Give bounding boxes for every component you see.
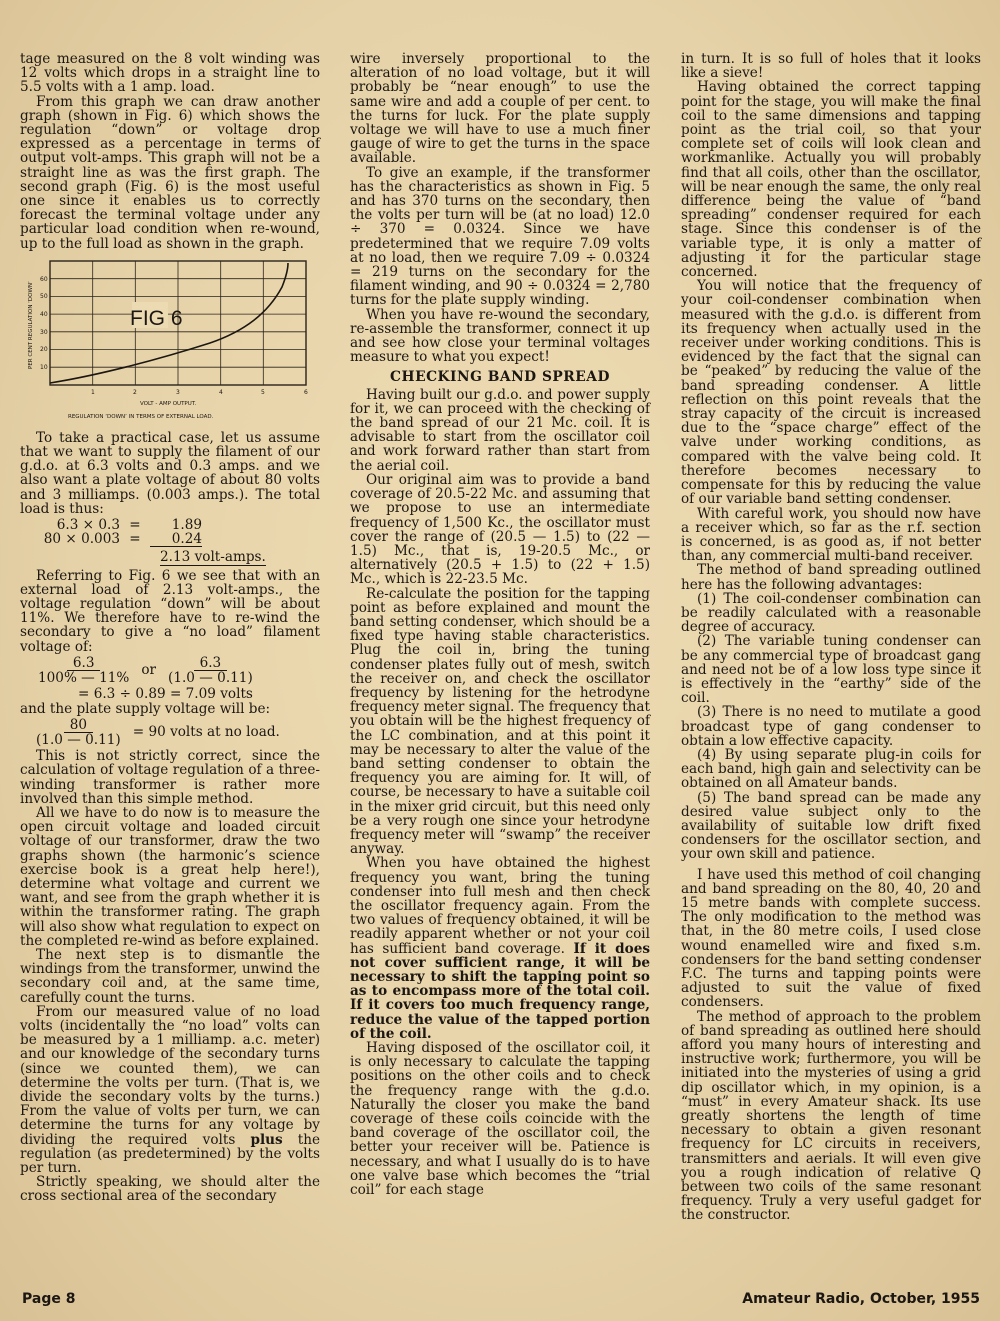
- paragraph: Referring to Fig. 6 we see that with an external load of 2.13 volt-amps., the voltage regulation “down” will be about 11%. We therefore have to re-wind the secondary to give a “no load” filament voltage of:: [20, 567, 320, 655]
- regulation-graph: [20, 257, 320, 425]
- y-axis-label: PER CENT REGULATION ‘DOWN’: [28, 281, 34, 369]
- paragraph: When you have re-wound the secondary, re-assemble the transformer, connect it up and see how close your terminal voltages measure to what you expect!: [350, 306, 650, 366]
- plate-formula: [20, 718, 320, 747]
- advantage-item: (3) There is no need to mutilate a good broadcast type of gang condenser to obtain a low effective capacity.: [681, 704, 981, 749]
- paragraph: When you have obtained the highest frequency you want, bring the tuning condenser into full mesh and then check the oscillator frequency again. From the two values of frequency obtained, it will be readily apparent whether or not your coil has sufficient band coverage. If it does not cover sufficient range, it will be necessary to shift the tapping point so as to encompass more of the total coil. If it covers too much frequency range, reduce the value of the tapped portion of the coil.: [350, 855, 651, 1042]
- calc-total: 2.13 volt-amps.: [160, 549, 266, 566]
- calc-term: 6.3 × 0.3: [56, 517, 120, 534]
- figure-caption: REGULATION ‘DOWN’ IN TERMS OF EXTERNAL LOAD.: [68, 413, 214, 420]
- paragraph: and the plate supply voltage will be:: [20, 700, 271, 717]
- paragraph: The next step is to dismantle the windings from the transformer, unwind the secondary coil and, at the same time, carefully count the turns.: [20, 946, 320, 1006]
- fraction-numerator: 6.3: [67, 656, 101, 671]
- emphasis: plus: [250, 1131, 283, 1148]
- calc-value: 0.24: [150, 532, 202, 547]
- paragraph: All we have to do now is to measure the open circuit voltage and loaded circuit voltage of our transformer, draw the two graphs shown (the harmonic’s science exercise book is a great help here!), determine what voltage and current we want, and see from the graph whether it is within the transformer rating. The graph will also show what regulation to expect on the completed re-wind as before explained.: [20, 804, 320, 949]
- column-1: [20, 52, 320, 1204]
- paragraph: Re-calculate the position for the tapping point as before explained and mount the band setting condenser, which should be a fixed type having stable characteristics. Plug the coil in, bring the tuning condenser plates fully out of mesh, switch the receiver on, and check the oscillator frequency by listening for the hetrodyne frequency meter signal. The frequency that you obtain will be the highest frequency of the LC combination, and at this point it may be necessary to alter the value of the band setting condenser to obtain the frequency you are aiming for. It will, of course, be necessary to have a suitable coil in the mixer grid circuit, but this need only be a very rough one since your hetrodyne frequency meter will “swamp” the receiver anyway.: [350, 585, 650, 858]
- paragraph: Having built our g.d.o. and power supply for it, we can proceed with the checking of the band spread of our 21 Mc. coil. It is advisable to start from the oscillator coil and work forward rather than start from the aerial coil.: [350, 386, 650, 474]
- paragraph: The method of approach to the problem of band spreading as outlined here should afford you many hours of interesting and instructive work; furthermore, you will be initiated into the mysteries of using a grid dip oscillator which, in my opinion, is a “must” in every Amateur shack. Its use greatly shortens the length of time necessary to obtain a given resonant frequency for LC circuits in receivers, transmitters and aerials. It will even give you a rough indication of relative Q between two coils of the same resonant frequency. Truly a very useful gadget for the constructor.: [681, 1008, 981, 1224]
- figure-label: FIG 6: [130, 306, 183, 330]
- paragraph: To give an example, if the transformer has the characteristics as shown in Fig. 5 and has 370 turns on the secondary, then the volts per turn will be (at no load) 12.0 ÷ 370 = 0.0324. Since we have predetermined that we require 7.09 volts at no load, then we require 7.09 ÷ 0.0324 = 219 turns on the secondary for the filament winding, and 90 ÷ 0.0324 = 2,780 turns for the plate supply winding.: [350, 164, 650, 309]
- equals-sign: =: [129, 531, 141, 548]
- page-number: Page 8: [22, 1291, 76, 1307]
- y-tick: 50: [40, 292, 48, 300]
- paragraph: Having disposed of the oscillator coil, it is only necessary to calculate the tapping positions on the other coils and to check the frequency range with the g.d.o. Naturally the closer you make the band coverage of these coils coincide with the band coverage of the oscillator coil, the better your receiver will be. Patience is necessary, and what I usually do is to have one valve base which becomes the “trial coil” for each stage: [350, 1040, 650, 1199]
- calc-value: 1.89: [171, 517, 202, 534]
- paragraph: The method of band spreading outlined here has the following advantages:: [681, 562, 981, 593]
- fraction-denominator: (1.0 — 0.11): [36, 731, 121, 748]
- load-calculation: [20, 518, 320, 565]
- fraction-denominator: (1.0 — 0.11): [168, 670, 253, 687]
- paragraph: From our measured value of no load volts (incidentally the “no load” volts can be measured by a 1 milliamp. a.c. meter) and our knowledge of the secondary turns (since we counted them), we can determine the volts per turn. (That is, we divide the secondary volts by the turns.) From the value of volts per turn, we can determine the turns for any voltage by dividing the required volts plus the regulation (as predetermined) by the volts per turn.: [20, 1003, 321, 1176]
- x-tick: 5: [261, 388, 265, 396]
- or-word: or: [141, 662, 157, 679]
- paragraph: tage measured on the 8 volt winding was 12 volts which drops in a straight line to 5.5 volts with a 1 amp. load.: [20, 51, 320, 96]
- x-tick: 4: [219, 388, 223, 396]
- bold-instruction: If it does not cover sufficient range, it will be necessary to shift the tapping point so as to encompass more of the total coil. If it covers too much frequency range, reduce the value of the tapped portion of the coil.: [350, 940, 651, 1042]
- fraction-numerator: 80: [64, 718, 93, 733]
- y-tick: 40: [40, 310, 48, 318]
- figure-6: [20, 257, 320, 425]
- equals-sign: =: [129, 517, 141, 534]
- paragraph: I have used this method of coil changing and band spreading on the 80, 40, 20 and 15 metre bands with complete success. The only modification to the method was that, in the 80 metre coils, I used close wound enamelled wire and fixed s.m. condensers for the band setting condenser F.C. The turns and tapping points were adjusted to suit the value of fixed condensers.: [681, 866, 981, 1011]
- paragraph: This is not strictly correct, since the calculation of voltage regulation of a three-winding transformer is rather more involved than this simple method.: [20, 748, 320, 807]
- y-tick: 60: [40, 275, 48, 283]
- x-tick: 1: [91, 388, 95, 396]
- y-tick: 10: [40, 363, 48, 371]
- fraction-numerator: 6.3: [194, 656, 228, 671]
- x-axis-label: VOLT - AMP OUTPUT.: [140, 400, 197, 407]
- x-tick: 3: [176, 388, 180, 396]
- formula-result: = 6.3 ÷ 0.89 = 7.09 volts: [78, 686, 253, 703]
- advantage-item: (4) By using separate plug-in coils for each band, high gain and selectivity can be obtained on all Amateur bands.: [681, 746, 981, 792]
- column-3: [681, 52, 981, 1223]
- advantage-item: (5) The band spread can be made any desired value subject only to the availability of suitable low drift fixed condensers for the oscillator section, and your own skill and patience.: [681, 789, 981, 863]
- paragraph: Strictly speaking, we should alter the cross sectional area of the secondary: [20, 1174, 320, 1205]
- advantage-item: (2) The variable tuning condenser can be any commercial type of broadcast gang and need not be of a low loss type since it is effectively in the “earthy” side of the coil.: [681, 633, 981, 707]
- filament-formula: [20, 656, 320, 685]
- paragraph: To take a practical case, let us assume that we want to supply the filament of our g.d.o. at 6.3 volts and 0.3 amps. and we also want a plate voltage of about 80 volts and 3 milliamps. (0.003 amps.). The total load is thus:: [20, 429, 320, 517]
- paragraph: Having obtained the correct tapping point for the stage, you will make the final coil to the same dimensions and tapping point as the trial coil, so that your complete set of coils will look clean and workmanlike. Actually you will probably find that all coils, other than the oscillator, will be near enough the same, the only real difference being the value of “band spreading” condenser required for each stage. Since this condenser is of the variable type, it is only a matter of adjusting it for the particular stage concerned.: [681, 79, 981, 281]
- paragraph: wire inversely proportional to the alteration of no load voltage, but it will probably be “near enough” to use the same wire and add a couple of per cent. to the turns for luck. For the plate supply voltage we will have to use a much finer gauge of wire to get the turns in the space available.: [350, 51, 650, 167]
- x-tick: 6: [304, 388, 308, 396]
- fraction-denominator: 100% — 11%: [38, 670, 130, 687]
- formula-result: = 90 volts at no load.: [132, 724, 280, 741]
- paragraph: Our original aim was to provide a band coverage of 20.5-22 Mc. and assuming that we propose to use an intermediate frequency of 1,500 Kc., the oscillator must cover the range of (20.5 — 1.5) to (22 — 1.5) Mc., that is, 19-20.5 Mc., or alternatively (20.5 + 1.5) to (22 + 1.5) Mc., which is 22-23.5 Mc.: [350, 471, 650, 588]
- paragraph: in turn. It is so full of holes that it looks like a sieve!: [681, 51, 981, 82]
- column-2: [350, 52, 650, 1197]
- y-tick: 20: [40, 345, 48, 353]
- paragraph: You will notice that the frequency of your coil-condenser combination when measured with the g.d.o. is different from its frequency when actually used in the receiver under working conditions. This is evidenced by the fact that the signal can be “peaked” by reducing the value of the band spreading condenser. A little reflection on this point reveals that the stray capacity of the circuit is increased due to the “space charge” effect of the valve under working conditions, as compared with the valve being cold. It therefore becomes necessary to compensate for this by reducing the value of our variable band setting condenser.: [681, 278, 981, 508]
- y-tick: 30: [40, 328, 48, 336]
- paragraph: With careful work, you should now have a receiver which, so far as the r.f. section is concerned, is as good as, if not better than, any commercial multi-band receiver.: [681, 505, 981, 565]
- section-heading: CHECKING BAND SPREAD: [390, 369, 610, 386]
- publication-line: Amateur Radio, October, 1955: [742, 1291, 980, 1307]
- paragraph: From this graph we can draw another graph (shown in Fig. 6) which shows the regulation “down” or voltage drop expressed as a percentage in terms of output volt-amps. This graph will not be a straight line as was the first graph. The second graph (Fig. 6) is the most useful one since it enables us to correctly forecast the terminal voltage under any particular load condition when re-wound, up to the full load as shown in the graph.: [20, 93, 320, 252]
- x-tick: 2: [133, 388, 137, 396]
- advantage-item: (1) The coil-condenser combination can be readily calculated with a reasonable degree of accuracy.: [681, 590, 981, 636]
- calc-term: 80 × 0.003: [43, 531, 120, 548]
